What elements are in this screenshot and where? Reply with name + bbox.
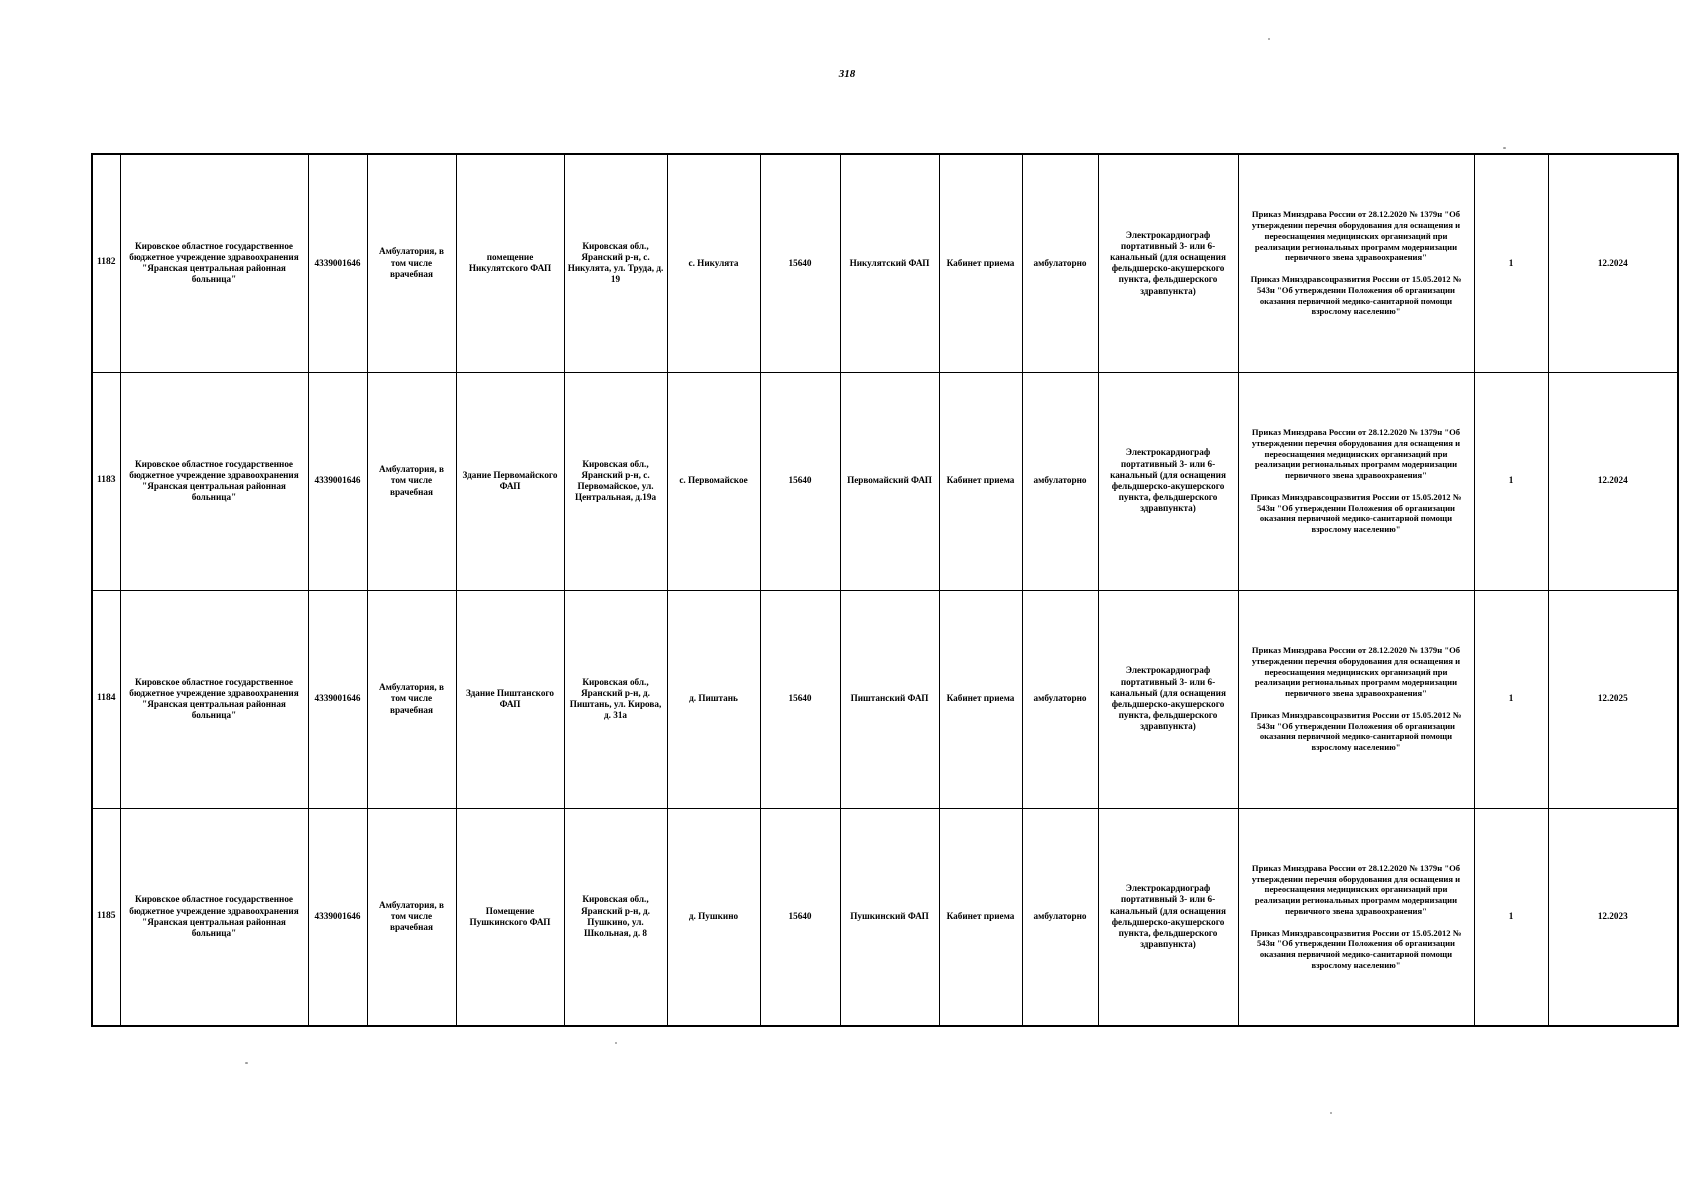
- code: 15640: [760, 590, 840, 808]
- premises: помещение Никулятского ФАП: [456, 154, 564, 372]
- regulation-cell: [1238, 808, 1474, 1026]
- page-number: 318: [838, 68, 856, 80]
- table-row: [92, 590, 1678, 808]
- row-index: 1182: [92, 154, 120, 372]
- code: 15640: [760, 154, 840, 372]
- address: Кировская обл., Яранский р-н, д. Пиштань, ул. Кирова, д. 31а: [564, 590, 667, 808]
- scan-speck: [1268, 38, 1270, 40]
- quantity: 1: [1474, 372, 1548, 590]
- regulation-cell: [1238, 154, 1474, 372]
- scan-speck: [1330, 1112, 1332, 1114]
- settlement: с. Никулята: [667, 154, 760, 372]
- care-form: амбулаторно: [1022, 808, 1098, 1026]
- quantity: 1: [1474, 808, 1548, 1026]
- room: Кабинет приема: [939, 808, 1022, 1026]
- scan-speck: [245, 1062, 248, 1064]
- room: Кабинет приема: [939, 372, 1022, 590]
- facility-type: Амбулатория, в том числе врачебная: [367, 590, 456, 808]
- settlement: д. Пушкино: [667, 808, 760, 1026]
- settlement: д. Пиштань: [667, 590, 760, 808]
- scan-speck: [1503, 147, 1506, 149]
- organization-name: Кировское областное государственное бюджетное учреждение здравоохранения "Яранская центральная районная больница": [120, 154, 308, 372]
- table-row: [92, 372, 1678, 590]
- unit: Никулятский ФАП: [840, 154, 939, 372]
- quantity: 1: [1474, 154, 1548, 372]
- equipment: Электрокардиограф портативный 3- или 6-канальный (для оснащения фельдшерско-акушерского пункта, фельдшерского здравпункта): [1098, 808, 1238, 1026]
- regulation-order-1: Приказ Минздрава России от 28.12.2020 № 1379н "Об утверждении перечня оборудования для оснащения и переоснащения медицинских организаций при реализации региональных программ модернизации первичного звена здравоохранения": [1251, 862, 1461, 916]
- regulation-order-2: Приказ Минздравсоцразвития России от 15.05.2012 № 543н "Об утверждении Положения об организации оказания первичной медико-санитарной помощи взрослому населению": [1250, 491, 1462, 535]
- inn: 4339001646: [308, 590, 367, 808]
- delivery-date: 12.2023: [1548, 808, 1678, 1026]
- scan-speck: [615, 1042, 617, 1044]
- premises: Здание Первомайского ФАП: [456, 372, 564, 590]
- address: Кировская обл., Яранский р-н, с. Первомайское, ул. Центральная, д.19а: [564, 372, 667, 590]
- settlement: с. Первомайское: [667, 372, 760, 590]
- facility-type: Амбулатория, в том числе врачебная: [367, 154, 456, 372]
- regulation-cell: [1238, 372, 1474, 590]
- unit: Пушкинский ФАП: [840, 808, 939, 1026]
- regulation-order-1: Приказ Минздрава России от 28.12.2020 № 1379н "Об утверждении перечня оборудования для оснащения и переоснащения медицинских организаций при реализации региональных программ модернизации первичного звена здравоохранения": [1251, 645, 1461, 699]
- address: Кировская обл., Яранский р-н, с. Никулята, ул. Труда, д. 19: [564, 154, 667, 372]
- delivery-date: 12.2024: [1548, 154, 1678, 372]
- organization-name: Кировское областное государственное бюджетное учреждение здравоохранения "Яранская центральная районная больница": [120, 372, 308, 590]
- equipment: Электрокардиограф портативный 3- или 6-канальный (для оснащения фельдшерско-акушерского пункта, фельдшерского здравпункта): [1098, 154, 1238, 372]
- row-index: 1184: [92, 590, 120, 808]
- code: 15640: [760, 372, 840, 590]
- inn: 4339001646: [308, 372, 367, 590]
- delivery-date: 12.2024: [1548, 372, 1678, 590]
- address: Кировская обл., Яранский р-н, д. Пушкино, ул. Школьная, д. 8: [564, 808, 667, 1026]
- regulation-order-2: Приказ Минздравсоцразвития России от 15.05.2012 № 543н "Об утверждении Положения об организации оказания первичной медико-санитарной помощи взрослому населению": [1250, 927, 1462, 970]
- unit: Первомайский ФАП: [840, 372, 939, 590]
- organization-name: Кировское областное государственное бюджетное учреждение здравоохранения "Яранская центральная районная больница": [120, 590, 308, 808]
- equipment: Электрокардиограф портативный 3- или 6-канальный (для оснащения фельдшерско-акушерского пункта, фельдшерского здравпункта): [1098, 590, 1238, 808]
- equipment: Электрокардиограф портативный 3- или 6-канальный (для оснащения фельдшерско-акушерского пункта, фельдшерского здравпункта): [1098, 372, 1238, 590]
- regulation-order-2: Приказ Минздравсоцразвития России от 15.05.2012 № 543н "Об утверждении Положения об организации оказания первичной медико-санитарной помощи взрослому населению": [1250, 709, 1462, 753]
- regulation-cell: [1238, 590, 1474, 808]
- row-index: 1185: [92, 808, 120, 1026]
- organization-name: Кировское областное государственное бюджетное учреждение здравоохранения "Яранская центральная районная больница": [120, 808, 308, 1026]
- care-form: амбулаторно: [1022, 154, 1098, 372]
- facility-type: Амбулатория, в том числе врачебная: [367, 372, 456, 590]
- row-index: 1183: [92, 372, 120, 590]
- delivery-date: 12.2025: [1548, 590, 1678, 808]
- quantity: 1: [1474, 590, 1548, 808]
- care-form: амбулаторно: [1022, 590, 1098, 808]
- regulation-order-1: Приказ Минздрава России от 28.12.2020 № 1379н "Об утверждении перечня оборудования для оснащения и переоснащения медицинских организаций при реализации региональных программ модернизации первичного звена здравоохранения": [1251, 209, 1461, 263]
- room: Кабинет приема: [939, 590, 1022, 808]
- facility-type: Амбулатория, в том числе врачебная: [367, 808, 456, 1026]
- regulation-order-2: Приказ Минздравсоцразвития России от 15.05.2012 № 543н "Об утверждении Положения об организации оказания первичной медико-санитарной помощи взрослому населению": [1250, 274, 1462, 317]
- regulation-order-1: Приказ Минздрава России от 28.12.2020 № 1379н "Об утверждении перечня оборудования для оснащения и переоснащения медицинских организаций при реализации региональных программ модернизации первичного звена здравоохранения": [1251, 427, 1461, 481]
- inn: 4339001646: [308, 808, 367, 1026]
- care-form: амбулаторно: [1022, 372, 1098, 590]
- premises: Помещение Пушкинского ФАП: [456, 808, 564, 1026]
- equipment-table: [91, 153, 1679, 1027]
- premises: Здание Пиштанского ФАП: [456, 590, 564, 808]
- table-row: [92, 808, 1678, 1026]
- inn: 4339001646: [308, 154, 367, 372]
- unit: Пиштанский ФАП: [840, 590, 939, 808]
- table-row: [92, 154, 1678, 372]
- room: Кабинет приема: [939, 154, 1022, 372]
- code: 15640: [760, 808, 840, 1026]
